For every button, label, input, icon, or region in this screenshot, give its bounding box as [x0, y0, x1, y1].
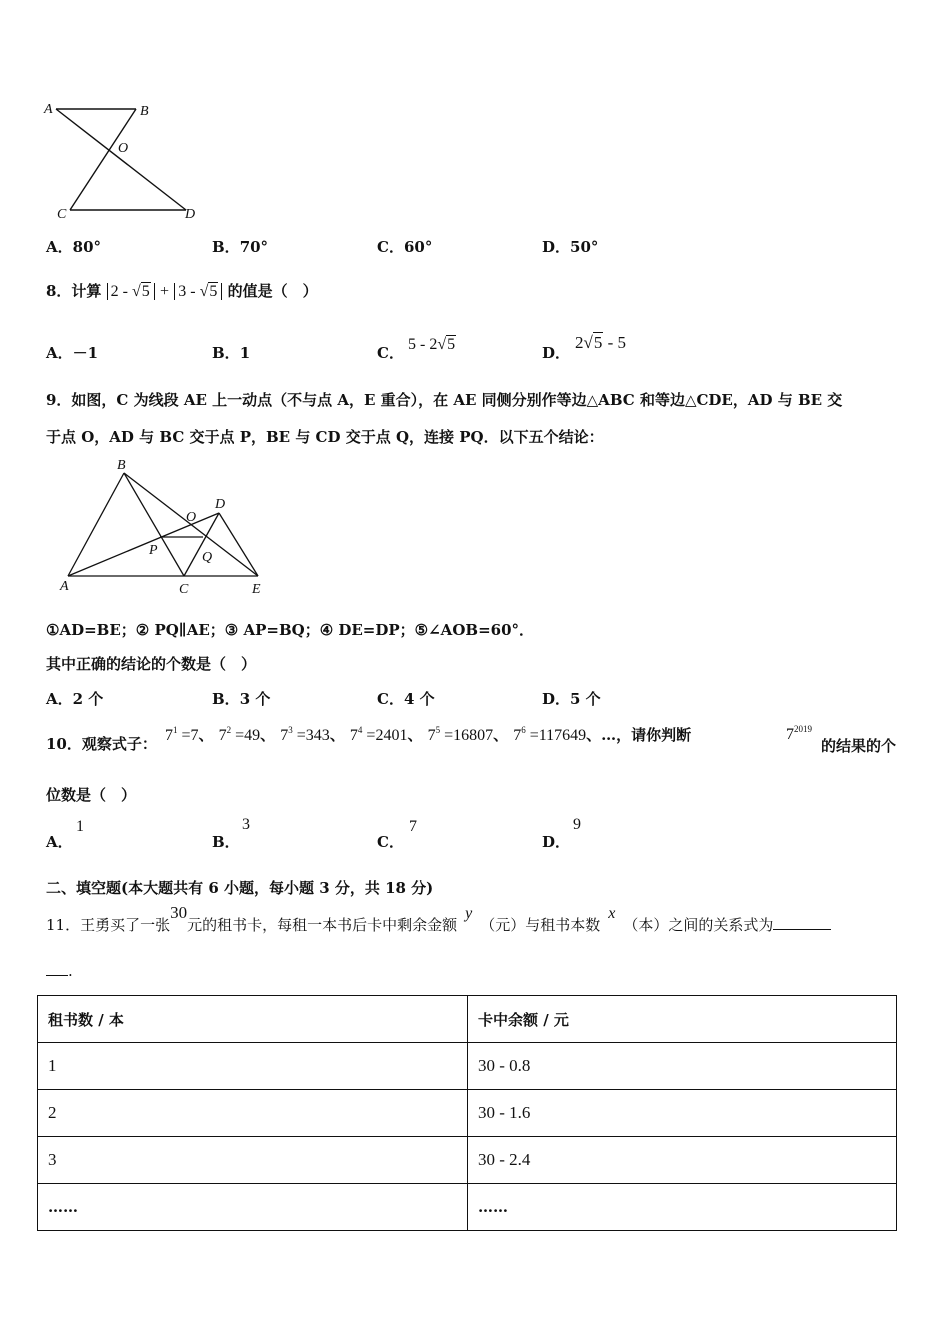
label-A: A — [60, 579, 69, 594]
label-C: C — [57, 207, 67, 222]
q9-option-c: C．4 个 — [377, 690, 435, 708]
label-P: P — [149, 543, 158, 558]
q8-option-c-value: 5 - 2√5 — [408, 336, 456, 353]
q10-option-c: C． — [377, 833, 404, 851]
q10-option-b-value: 3 — [242, 816, 250, 833]
question-11: 11．王勇买了一张30元的租书卡，每租一本书后卡中剩余金额y（元）与租书本数x（本）之间的关系式为 — [46, 914, 831, 935]
table-cell: 30 - 1.6 — [468, 1090, 897, 1137]
figure-q9 — [52, 455, 272, 600]
label-D: D — [215, 497, 226, 512]
table-cell: 2 — [38, 1090, 468, 1137]
q7-option-b: B．70° — [212, 238, 269, 256]
q10-option-d-value: 9 — [573, 816, 581, 833]
q10-option-b: B． — [212, 833, 240, 851]
question-10-line-2: 位数是（ ） — [46, 786, 137, 804]
header-books: 租书数 / 本 — [38, 996, 468, 1043]
label-B: B — [117, 458, 126, 473]
q8-option-d-value: 2√5 - 5 — [575, 333, 627, 352]
table-cell: 3 — [38, 1137, 468, 1184]
section-2-heading: 二、填空题(本大题共有 6 小题，每小题 3 分，共 18 分) — [46, 879, 434, 897]
q7-option-c: C．60° — [377, 238, 433, 256]
q9-option-a: A．2 个 — [46, 690, 104, 708]
question-9-conclusions: ①AD=BE；② PQ∥AE；③ AP=BQ；④ DE=DP；⑤∠AOB=60°． — [46, 621, 535, 639]
question-9-question: 其中正确的结论的个数是（ ） — [46, 655, 257, 673]
table-cell: …… — [468, 1184, 897, 1231]
table-row — [38, 1090, 897, 1137]
q8-option-c: C． — [377, 344, 404, 362]
table-row — [38, 1137, 897, 1184]
label-B: B — [140, 104, 149, 119]
question-9-line-2: 于点 O，AD 与 BC 交于点 P，BE 与 CD 交于点 Q，连接 PQ．以下五个结论： — [46, 428, 604, 446]
question-10-suffix: 的结果的个 — [821, 737, 897, 755]
q8-option-a: A．－1 — [46, 344, 99, 362]
table-header-row — [38, 996, 897, 1043]
q10-option-a-value: 1 — [76, 818, 84, 835]
q7-option-a: A．80° — [46, 238, 102, 256]
table-cell: 30 - 0.8 — [468, 1043, 897, 1090]
table-cell: 1 — [38, 1043, 468, 1090]
question-8: 8．计算 2 - √5 + 3 - √5 的值是（ ） — [46, 282, 318, 300]
q9-option-d: D．5 个 — [542, 690, 601, 708]
label-O: O — [118, 141, 129, 156]
q8-option-b: B．1 — [212, 344, 251, 362]
question-10: 10．观察式子： — [46, 735, 157, 753]
answer-blank — [773, 929, 831, 930]
label-E: E — [252, 582, 261, 597]
question-10-sequence: $7^1 =7$、 $7^2 =49$、 $7^3 =343$、 $7^4 =2401$、 $7^5 =16807$、 $7^6 =117649$、…，请你判断 — [165, 725, 692, 744]
label-O: O — [186, 510, 197, 525]
table-cell: …… — [38, 1184, 468, 1231]
table-cell: 30 - 2.4 — [468, 1137, 897, 1184]
q9-option-b: B．3 个 — [212, 690, 271, 708]
figure-q7 — [40, 96, 210, 224]
q7-option-d: D．50° — [542, 238, 599, 256]
rental-table — [37, 995, 897, 1231]
q10-option-c-value: 7 — [409, 818, 417, 835]
table-row — [38, 1043, 897, 1090]
label-C: C — [179, 582, 189, 597]
question-9-line-1: 9．如图，C 为线段 AE 上一动点（不与点 A，E 重合），在 AE 同侧分别作等边△ABC 和等边△CDE，AD 与 BE 交 — [46, 391, 843, 409]
q8-option-d: D． — [542, 344, 571, 362]
label-D: D — [185, 207, 196, 222]
q10-option-a: A． — [46, 833, 73, 851]
label-A: A — [44, 102, 53, 117]
header-balance: 卡中余额 / 元 — [468, 996, 897, 1043]
abs-expression-1: 2 - √5 — [107, 283, 155, 300]
abs-expression-2: 3 - √5 — [174, 283, 222, 300]
question-11-blank-cont: . — [46, 962, 73, 980]
q10-option-d: D． — [542, 833, 571, 851]
table-row — [38, 1184, 897, 1231]
question-10-target: $7^{2019}$ — [786, 724, 812, 743]
label-Q: Q — [202, 550, 213, 565]
